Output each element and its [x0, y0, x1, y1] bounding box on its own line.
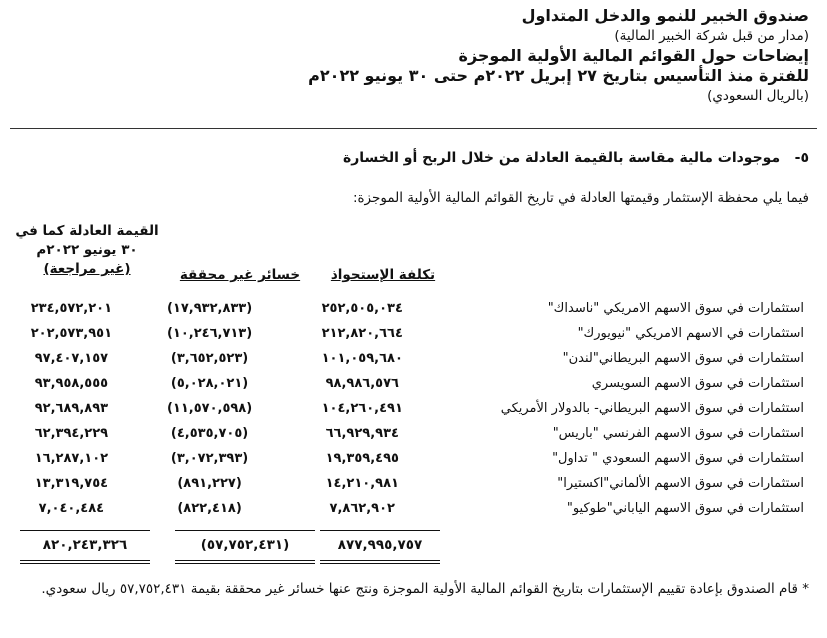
row-cost: ٧,٨٦٢,٩٠٢ [329, 501, 395, 516]
column-header-unrealized: خسائر غير محققة [179, 267, 301, 283]
row-unrealized: (٤,٥٣٥,٧٠٥) [170, 426, 249, 441]
row-unrealized: (٣,٦٥٢,٥٢٣) [170, 351, 249, 366]
total-double-line-fair-value [20, 563, 150, 564]
investment-table [12, 296, 812, 521]
fair-value-header-line3: (غير مراجعة) [43, 261, 131, 277]
row-cost: ٩٨,٩٨٦,٥٧٦ [325, 376, 399, 391]
row-unrealized: (٨٢٢,٤١٨) [177, 501, 242, 516]
row-fair-value: ١٦,٢٨٧,١٠٢ [34, 451, 109, 466]
total-double-line-cost [320, 563, 440, 564]
row-label: استثمارات في سوق الاسهم الياباني"طوكيو" [566, 501, 804, 516]
total-line-unrealized [175, 560, 315, 561]
fair-value-header-line1: القيمة العادلة كما في [15, 223, 159, 239]
managed-by: (مدار من قبل شركة الخبير المالية) [614, 28, 809, 44]
row-label: استثمارات في سوق الاسهم البريطاني- بالدولار الأمريكي [500, 401, 804, 416]
total-double-line-unrealized [175, 563, 315, 564]
table-row [12, 396, 812, 421]
column-header-fair-value [12, 222, 162, 279]
fair-value-header-line2: ٣٠ يونيو ٢٠٢٢م [36, 242, 138, 258]
currency-line: (بالريال السعودي) [707, 88, 809, 104]
row-label: استثمارات في سوق الاسهم البريطاني"لندن" [562, 351, 804, 366]
row-fair-value: ٧,٠٤٠,٤٨٤ [38, 501, 105, 516]
row-label: استثمارات في سوق الاسهم الامريكي "ناسداك" [547, 301, 804, 316]
row-fair-value: ٢٣٤,٥٧٢,٢٠١ [30, 301, 113, 316]
section-number: ٥- [794, 150, 809, 166]
row-unrealized: (٣,٠٧٢,٣٩٣) [170, 451, 249, 466]
total-cost: ٨٧٧,٩٩٥,٧٥٧ [337, 537, 423, 553]
row-label: استثمارات في سوق الاسهم السويسري [591, 376, 804, 391]
row-cost: ٢١٢,٨٢٠,٦٦٤ [321, 326, 403, 341]
total-line-cost [320, 560, 440, 561]
row-cost: ١٠٤,٢٦٠,٤٩١ [321, 401, 403, 416]
row-unrealized: (٨٩١,٢٢٧) [177, 476, 242, 491]
header-divider [10, 128, 817, 129]
row-cost: ٢٥٢,٥٠٥,٠٣٤ [321, 301, 403, 316]
row-label: استثمارات في سوق الاسهم الألماني"اكستيرا" [557, 476, 804, 491]
section-title: موجودات مالية مقاسة بالقيمة العادلة من خلال الربح أو الخسارة [342, 150, 781, 166]
intro-text: فيما يلي محفظة الإستثمار وقيمتها العادلة في تاريخ القوائم المالية الأولية الموجزة: [352, 190, 809, 206]
row-cost: ٦٦,٩٢٩,٩٣٤ [325, 426, 399, 441]
row-fair-value: ٢٠٢,٥٧٣,٩٥١ [30, 326, 113, 341]
table-row [12, 296, 812, 321]
table-row [12, 321, 812, 346]
total-fair-value: ٨٢٠,٢٤٣,٣٢٦ [42, 537, 128, 553]
footnote: * قام الصندوق بإعادة تقييم الإستثمارات بتاريخ القوائم المالية الأولية الموجزة ونتج عنها خسائر غير محققة بقيمة ٥٧,٧٥٢,٤٣١ ريال سعودي. [41, 581, 809, 597]
subtotal-line-unrealized [175, 530, 315, 531]
table-row [12, 496, 812, 521]
row-cost: ١٤,٢١٠,٩٨١ [325, 476, 399, 491]
subtotal-line-cost [320, 530, 440, 531]
table-row [12, 471, 812, 496]
row-fair-value: ٩٢,٦٨٩,٨٩٣ [34, 401, 109, 416]
period-line: للفترة منذ التأسيس بتاريخ ٢٧ إبريل ٢٠٢٢م حتى ٣٠ يونيو ٢٠٢٢م [308, 66, 809, 85]
row-cost: ١٩,٣٥٩,٤٩٥ [325, 451, 399, 466]
row-unrealized: (٥,٠٢٨,٠٢١) [170, 376, 249, 391]
row-cost: ١٠١,٠٥٩,٦٨٠ [321, 351, 403, 366]
table-row [12, 446, 812, 471]
row-unrealized: (١١,٥٧٠,٥٩٨) [166, 401, 253, 416]
fund-name: صندوق الخبير للنمو والدخل المتداول [521, 6, 809, 25]
subtotal-line-fair-value [20, 530, 150, 531]
notes-title: إيضاحات حول القوائم المالية الأولية الموجزة [458, 46, 809, 65]
row-fair-value: ١٣,٣١٩,٧٥٤ [34, 476, 109, 491]
row-label: استثمارات في سوق الاسهم الفرنسي "باريس" [552, 426, 804, 441]
table-row [12, 346, 812, 371]
row-label: استثمارات في الاسهم الامريكي "نيويورك" [577, 326, 804, 341]
total-unrealized: (٥٧,٧٥٢,٤٣١) [200, 537, 290, 553]
row-fair-value: ٦٢,٣٩٤,٢٢٩ [34, 426, 109, 441]
total-line-fair-value [20, 560, 150, 561]
table-row [12, 421, 812, 446]
row-label: استثمارات في سوق الاسهم السعودي " تداول" [552, 451, 804, 466]
row-unrealized: (١٠,٢٤٦,٧١٣) [166, 326, 253, 341]
row-unrealized: (١٧,٩٣٢,٨٣٣) [166, 301, 253, 316]
column-header-cost: تكلفة الإستحواذ [330, 267, 436, 283]
document-header [308, 6, 809, 106]
section-heading [343, 150, 809, 166]
table-row [12, 371, 812, 396]
row-fair-value: ٩٧,٤٠٧,١٥٧ [34, 351, 109, 366]
row-fair-value: ٩٣,٩٥٨,٥٥٥ [34, 376, 109, 391]
